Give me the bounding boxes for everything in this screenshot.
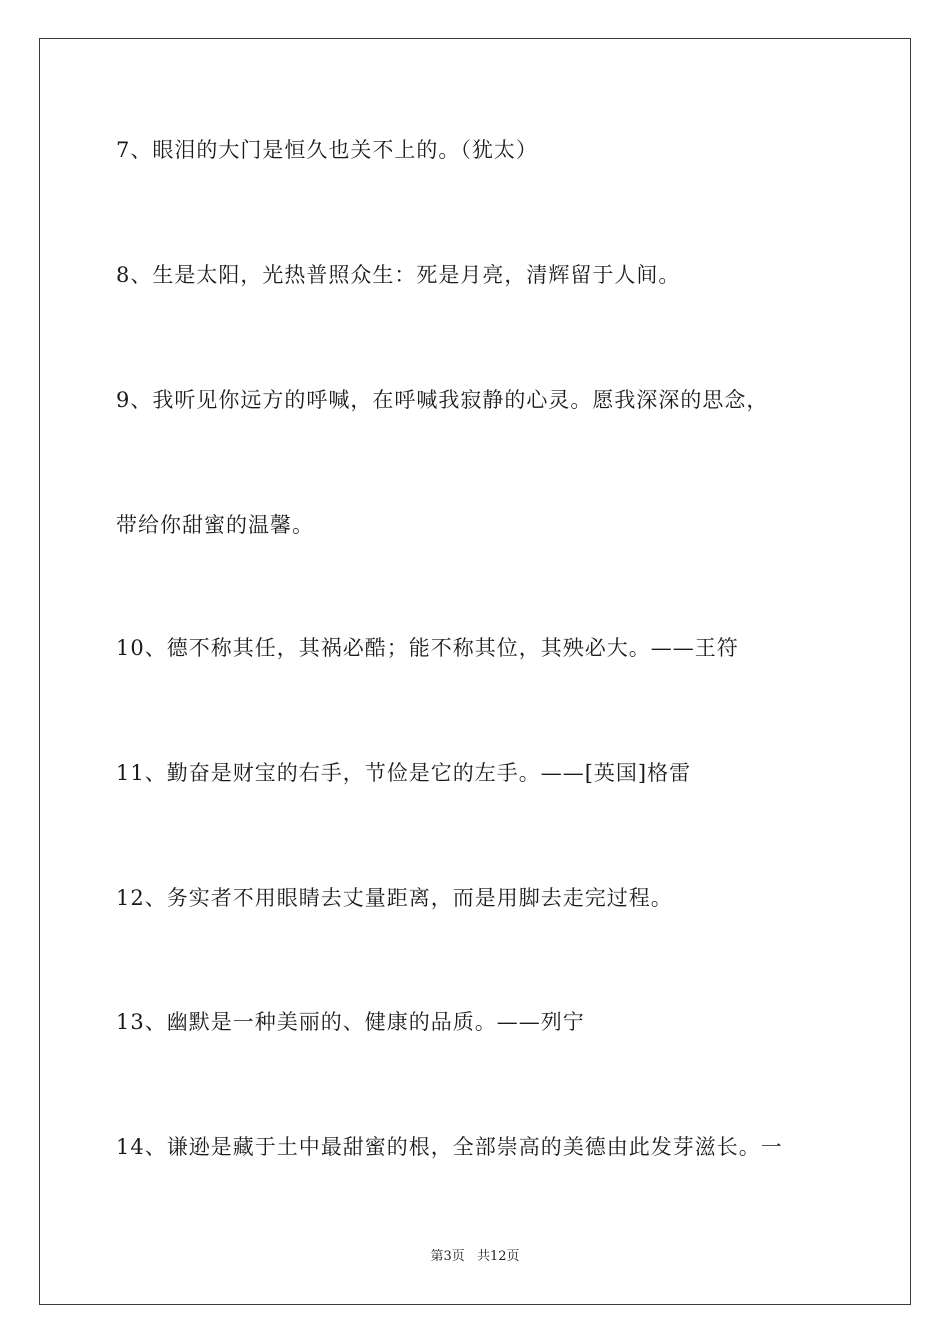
page-number: 第3页: [430, 1249, 465, 1264]
page-footer: [0, 1248, 950, 1266]
quote-line-11: 11、勤奋是财宝的右手，节俭是它的左手。——[英国]格雷: [116, 761, 692, 785]
quote-line-9: 9、我听见你远方的呼喊，在呼喊我寂静的心灵。愿我深深的思念，: [116, 388, 769, 412]
quote-line-9-continued: 带给你甜蜜的温馨。: [116, 513, 314, 537]
quote-line-10: 10、德不称其任，其祸必酷；能不称其位，其殃必大。——王符: [116, 636, 739, 660]
quote-line-7: 7、眼泪的大门是恒久也关不上的。（犹太）: [116, 138, 538, 162]
page-border: [39, 38, 911, 1305]
page-total: 共12页: [476, 1249, 520, 1264]
quote-line-8: 8、生是太阳，光热普照众生：死是月亮，清辉留于人间。: [116, 263, 681, 287]
quote-line-13: 13、幽默是一种美丽的、健康的品质。——列宁: [116, 1010, 585, 1034]
quote-line-14: 14、谦逊是藏于土中最甜蜜的根，全部崇高的美德由此发芽滋长。一: [116, 1135, 783, 1159]
quote-line-12: 12、务实者不用眼睛去丈量距离，而是用脚去走完过程。: [116, 886, 673, 910]
